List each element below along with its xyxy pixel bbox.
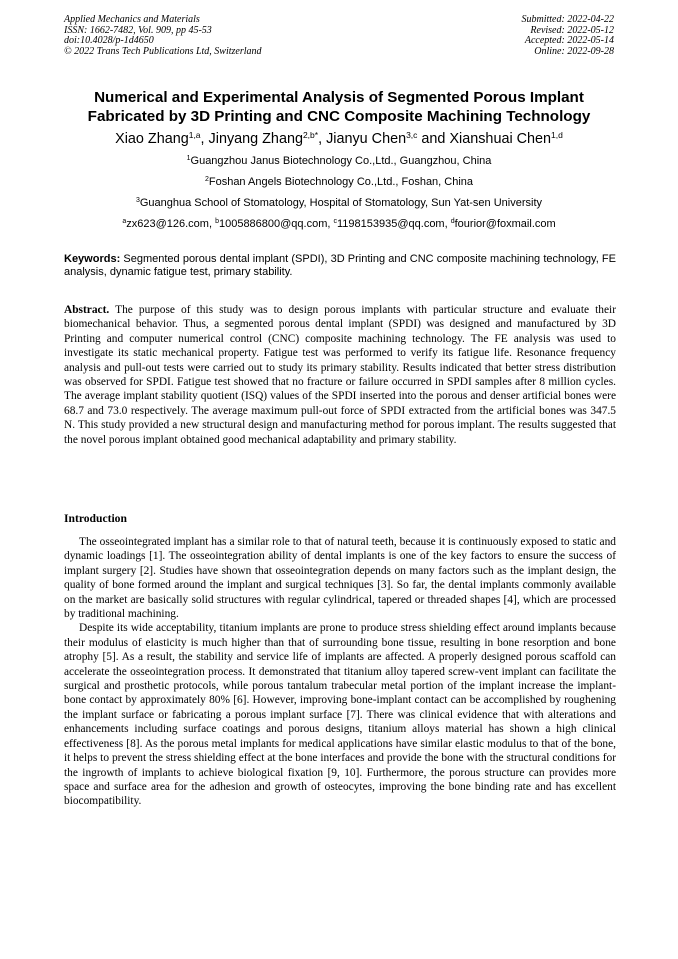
author-affil-mark: 1,d bbox=[551, 130, 563, 140]
author-name: Xiao Zhang bbox=[115, 131, 189, 147]
doi-line: doi:10.4028/p-1d4650 bbox=[64, 35, 154, 46]
introduction-body bbox=[64, 535, 616, 809]
copyright-line: © 2022 Trans Tech Publications Ltd, Switzerland bbox=[64, 45, 262, 57]
affiliation-mark: 2 bbox=[204, 176, 209, 183]
affiliation-1 bbox=[40, 155, 638, 168]
title-line-1: Numerical and Experimental Analysis of Segmented Porous Implant bbox=[94, 89, 584, 106]
issn-line: ISSN: 1662-7482, Vol. 909, pp 45-53 bbox=[64, 24, 212, 36]
abstract-text: The purpose of this study was to design porous implants with particular structure and evaluate their biomechanical behavior. Thus, a segmented porous dental implant (SPDI) was designed and manufactured by 3D Printing and computer numerical control (CNC) composite machining technology. The FE analysis was used to investigate its static mechanical property. Fatigue test was performed to verify its fatigue life. Resonance frequency analysis and pull-out tests were carried out to study its primary stability. Results indicated that better stress distribution was observed for SPDI. Fatigue test showed that no fracture or failure occurred in SPDI samples after 8 million cycles. The average implant stability quotient (ISQ) values of the SPDI inserted into the porous and denser artificial bones were 68.7 and 73.0 respectively. The average maximum pull-out force of SPDI extracted from the artificial bones was 347.5 N. This study provided a new structural design and manufacturing method for porous implant. The results suggested that the novel porous implant obtained good mechanical adaptability and primary stability. bbox=[64, 304, 616, 446]
affiliation-2 bbox=[40, 176, 638, 189]
author-name: Jinyang Zhang bbox=[208, 131, 303, 147]
email-mark: b bbox=[215, 218, 219, 225]
title-line-2: Fabricated by 3D Printing and CNC Composite Machining Technology bbox=[87, 107, 591, 125]
email-mark: a bbox=[122, 218, 127, 225]
affiliation-text: Guanghua School of Stomatology, Hospital of Stomatology, Sun Yat-sen University bbox=[139, 197, 543, 209]
journal-header bbox=[64, 15, 262, 57]
author-affil-mark: 3,c bbox=[406, 130, 418, 140]
accepted-date: Accepted: 2022-05-14 bbox=[524, 35, 614, 46]
revised-date: Revised: 2022-05-12 bbox=[530, 24, 614, 36]
abstract-block bbox=[64, 303, 616, 447]
email-mark: c bbox=[333, 218, 337, 225]
online-date: Online: 2022-09-28 bbox=[534, 45, 614, 57]
email-mark: d bbox=[450, 218, 455, 225]
keywords-label: Keywords: bbox=[64, 253, 121, 265]
email-address: zx623@126.com, bbox=[126, 218, 216, 230]
introduction-heading: Introduction bbox=[64, 512, 127, 525]
affiliation-mark: 1 bbox=[186, 155, 191, 162]
email-list bbox=[40, 218, 638, 231]
affiliation-text: Foshan Angels Biotechnology Co.,Ltd., Foshan, China bbox=[208, 176, 474, 188]
author-affil-mark: 2,b* bbox=[302, 130, 319, 140]
dates-header bbox=[522, 15, 615, 57]
email-address: 1198153935@qq.com, bbox=[337, 218, 451, 230]
author-separator: , bbox=[318, 131, 327, 147]
journal-name: Applied Mechanics and Materials bbox=[64, 14, 200, 25]
author-list bbox=[40, 130, 638, 148]
author-separator: , bbox=[200, 131, 209, 147]
intro-paragraph-1: The osseointegrated implant has a similar role to that of natural teeth, because it is continuously exposed to static and dynamic loadings [1]. The osseointegration ability of dental implants is one of the key factors to ensure the success of implant surgery [2]. Studies have shown that osseointegration depends on many factors such as the implant design, the quality of bone formed around the implant and surgical techniques [3]. So far, the dental implants commonly available on the market are basically solid structures with regular cylindrical, tapered or threaded shapes [4], which are processed by traditional machining. bbox=[64, 536, 616, 621]
affiliation-3 bbox=[40, 197, 638, 210]
abstract-label: Abstract. bbox=[64, 304, 110, 316]
email-address: 1005886800@qq.com, bbox=[218, 218, 334, 230]
intro-paragraph-2: Despite its wide acceptability, titanium implants are prone to produce stress shielding effect around implants because their modulus of elasticity is much higher than that of surrounding bone tissue, resulting in bone resorption and bone atrophy [5]. As a result, the stability and service life of implants are affected. A properly designed porous scaffold can accelerate the osseointegration process. It demonstrated that titanium alloy tapered screw-vent implant can facilitate the surgical and prosthetic protocols, while porous tantalum trabecular metal portion of the implant increase the implant-bone contact by approximately 80% [6]. However, improving bone-implant contact can be accomplished by roughening the implant surface or fabricating a porous implant surface [7]. There was clinical evidence that with alterations and enhancements including surface coatings and porous designs, titanium alloys material has shown a high clinical effectiveness [8]. As the porous metal implants for medical applications have similar elastic modulus to that of the bone, it helps to prevent the stress shielding effect at the bone interfaces and provide the bone with the structural conditions for the ingrowth of implants to achieve biological fixation [9, 10]. Furthermore, the porous structure can provides more space and surface area for the adhesion and growth of osteocytes, improving the bone binding rate and has excellent biocompatibility. bbox=[64, 622, 616, 808]
keywords-block bbox=[64, 253, 616, 279]
keywords-text: Segmented porous dental implant (SPDI), 3D Printing and CNC composite machining technology, FE analysis, dynamic fatigue test, primary stability. bbox=[64, 253, 616, 278]
affiliation-mark: 3 bbox=[135, 197, 140, 204]
submitted-date: Submitted: 2022-04-22 bbox=[521, 14, 614, 25]
author-affil-mark: 1,a bbox=[188, 130, 201, 140]
author-name: Jianyu Chen bbox=[326, 131, 407, 147]
affiliation-text: Guangzhou Janus Biotechnology Co.,Ltd., Guangzhou, China bbox=[190, 155, 492, 167]
author-name: Xianshuai Chen bbox=[449, 131, 552, 147]
paper-title bbox=[40, 89, 638, 126]
email-address: fourior@foxmail.com bbox=[454, 218, 556, 230]
author-separator: and bbox=[417, 131, 450, 147]
